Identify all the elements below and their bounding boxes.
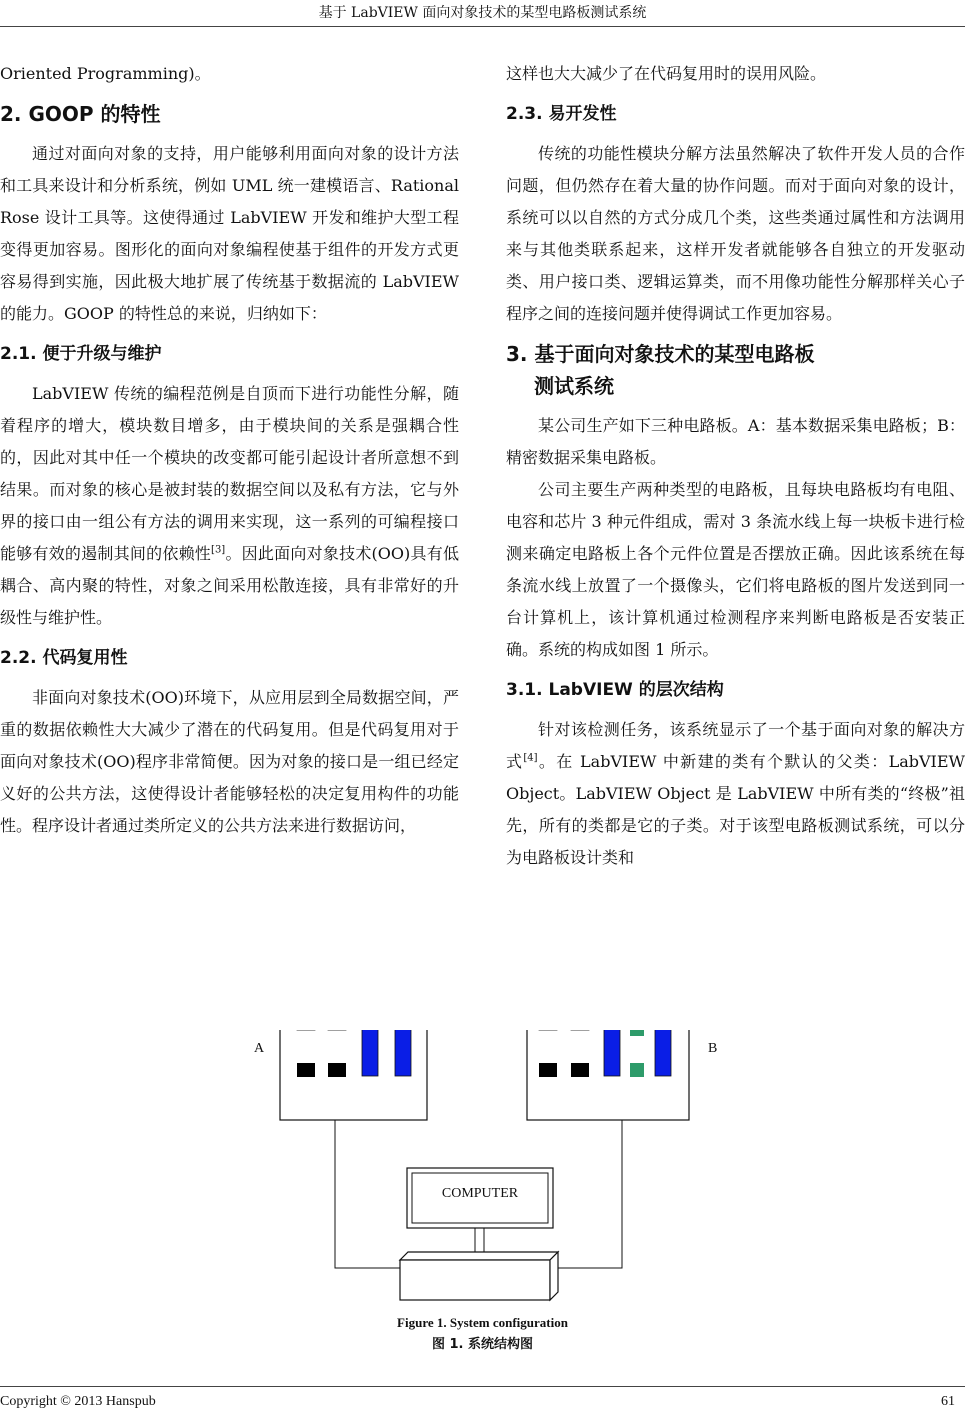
paragraph-continuation-right: 这样也大大减少了在代码复用时的误用风险。 bbox=[506, 64, 827, 83]
computer-monitor bbox=[407, 1168, 553, 1228]
computer-base bbox=[400, 1252, 558, 1300]
board-b-green-part-1 bbox=[630, 1030, 644, 1036]
figure-caption-english: Figure 1. System configuration bbox=[397, 1315, 568, 1330]
computer-base-front bbox=[400, 1260, 550, 1300]
page-footer bbox=[0, 1390, 965, 1414]
board-b-capacitor-2 bbox=[571, 1063, 589, 1077]
paragraph-3-1-part-a: 针对该检测任务，该系统显示了一个基于面向对象的解决方式 bbox=[506, 720, 965, 771]
circuit-board-a bbox=[280, 1030, 427, 1120]
board-b-chip-2 bbox=[655, 1030, 671, 1076]
cable-board-a bbox=[335, 1120, 400, 1268]
circuit-board-b bbox=[527, 1030, 689, 1120]
paragraph-3-intro: 某公司生产如下三种电路板。A：基本数据采集电路板；B：精密数据采集电路板。 bbox=[506, 416, 965, 467]
section-heading-3-line1: 3. 基于面向对象技术的某型电路板 bbox=[506, 342, 815, 366]
board-a-chip-2 bbox=[395, 1030, 411, 1076]
copyright-notice: Copyright © 2013 Hanspub bbox=[0, 1394, 156, 1409]
section-heading-3-line2: 测试系统 bbox=[534, 374, 614, 398]
section-heading-goop: 2. GOOP 的特性 bbox=[0, 102, 161, 126]
subsection-heading-2-2: 2.2. 代码复用性 bbox=[0, 648, 128, 668]
board-a-chip-1 bbox=[362, 1030, 378, 1076]
subsection-heading-2-1: 2.1. 便于升级与维护 bbox=[0, 344, 162, 364]
paragraph-3-1-part-b: 。在 LabVIEW 中新建的类有个默认的父类：LabVIEW Object。LabVIEW Object 是 LabVIEW 中所有类的“终极”祖先，所有的类都是它的子类。对于该型电路板测试系统，可以分为电路板设计类和 bbox=[506, 752, 965, 867]
board-b-label: B bbox=[708, 1041, 718, 1056]
running-title: 基于 LabVIEW 面向对象技术的某型电路板测试系统 bbox=[318, 5, 647, 21]
board-b-capacitor-1 bbox=[539, 1063, 557, 1077]
board-b-green-part-2 bbox=[630, 1063, 644, 1077]
section-heading-3 bbox=[506, 338, 965, 402]
computer-label: COMPUTER bbox=[441, 1186, 519, 1201]
figure-caption-chinese: 图 1. 系统结构图 bbox=[431, 1337, 534, 1352]
paragraph-2-1-part-b: 。因此面向对象技术(OO)具有低耦合、高内聚的特性，对象之间采用松散连接，具有非常好的升级性与维护性。 bbox=[0, 544, 459, 627]
paragraph-2-1-part-a: LabVIEW 传统的编程范例是自顶而下进行功能性分解，随着程序的增大，模块数目增多，由于模块间的关系是强耦合性的，因此对其中任一个模块的改变都可能引起设计者所意想不到结果。而对象的核心是被封装的数据空间以及私有方法，它与外界的接口由一组公有方法的调用来实现，这一系列的可编程接口能够有效的遏制其间的依赖性 bbox=[0, 384, 459, 563]
footer-rule bbox=[0, 1386, 965, 1387]
board-a-capacitor-1 bbox=[297, 1063, 315, 1077]
paragraph-goop: 通过对面向对象的支持，用户能够利用面向对象的设计方法和工具来设计和分析系统，例如 UML 统一建模语言、Rational Rose 设计工具等。这使得通过 LabVIEW 开发和维护大型工程变得更加容易。图形化的面向对象编程使基于组件的开发方式更容易得到实施，因此极大地扩展了传统基于数据流的 LabVIEW 的能力。GOOP 的特性总的来说，归纳如下： bbox=[0, 144, 459, 323]
board-a-label: A bbox=[254, 1041, 265, 1056]
board-b-chip-1 bbox=[604, 1030, 620, 1076]
paragraph-3-detail: 公司主要生产两种类型的电路板，且每块电路板均有电阻、电容和芯片 3 种元件组成，需对 3 条流水线上每一块板卡进行检测来确定电路板上各个元件位置是否摆放正确。因此该系统在每条流水线上放置了一个摄像头，它们将电路板的图片发送到同一台计算机上，该计算机通过检测程序来判断电路板是否安装正确。系统的构成如图 1 所示。 bbox=[506, 480, 965, 659]
citation-4: [4] bbox=[523, 752, 538, 764]
left-column bbox=[0, 58, 459, 842]
paragraph-continuation: Oriented Programming)。 bbox=[0, 64, 211, 83]
paragraph-3-1 bbox=[506, 714, 965, 874]
right-column bbox=[506, 58, 965, 874]
paragraph-2-2: 非面向对象技术(OO)环境下，从应用层到全局数据空间，严重的数据依赖性大大减少了潜在的代码复用。但是代码复用对于面向对象技术(OO)程序非常简便。因为对象的接口是一组已经定义好的公共方法，这使得设计者能够轻松的决定复用构件的功能性。程序设计者通过类所定义的公共方法来进行数据访问， bbox=[0, 688, 459, 835]
paragraph-2-3: 传统的功能性模块分解方法虽然解决了软件开发人员的合作问题，但仍然存在着大量的协作问题。而对于面向对象的设计，系统可以以自然的方式分成几个类，这些类通过属性和方法调用来与其他类联系起来，这样开发者就能够各自独立的开发驱动类、用户接口类、逻辑运算类，而不用像功能性分解那样关心子程序之间的连接问题并使得调试工作更加容易。 bbox=[506, 144, 965, 323]
cable-board-b bbox=[548, 1120, 622, 1268]
board-a-capacitor-2 bbox=[328, 1063, 346, 1077]
citation-3: [3] bbox=[211, 544, 226, 556]
subsection-heading-3-1: 3.1. LabVIEW 的层次结构 bbox=[506, 680, 724, 700]
computer-base-top bbox=[400, 1252, 558, 1260]
running-header bbox=[0, 0, 965, 27]
system-configuration-figure bbox=[240, 1030, 740, 1330]
subsection-heading-2-3: 2.3. 易开发性 bbox=[506, 104, 617, 124]
page-number: 61 bbox=[941, 1394, 955, 1409]
paragraph-2-1 bbox=[0, 378, 459, 634]
computer-base-side bbox=[550, 1252, 558, 1300]
